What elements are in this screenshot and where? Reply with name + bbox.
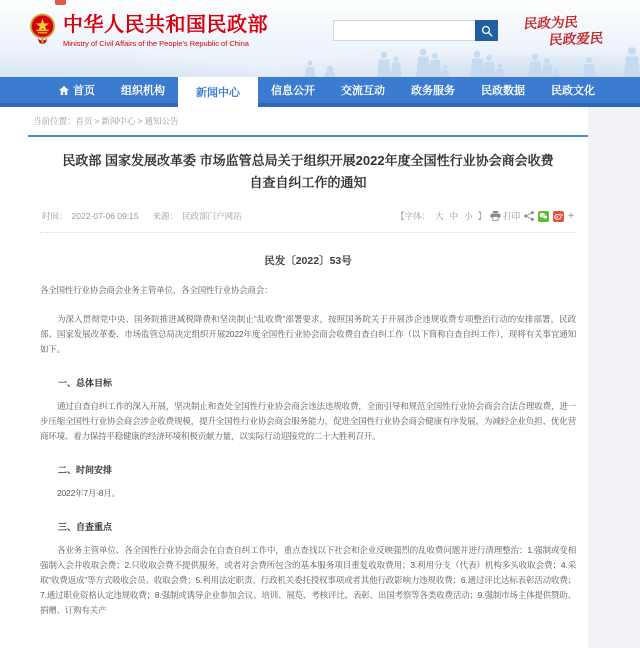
search-area xyxy=(333,20,498,41)
main-nav xyxy=(0,77,640,107)
more-share-button[interactable]: + xyxy=(568,210,574,222)
home-icon xyxy=(59,86,69,95)
search-input[interactable] xyxy=(333,20,475,41)
site-title: 中华人民共和国民政部 xyxy=(63,14,268,36)
weibo-share-button[interactable] xyxy=(553,211,564,222)
font-size-medium-button[interactable]: 中 xyxy=(449,211,459,221)
nav-item-label: 民政数据 xyxy=(481,85,525,97)
wechat-share-button[interactable] xyxy=(538,211,549,222)
time-label: 时间： xyxy=(42,211,68,221)
nav-item-news-center[interactable] xyxy=(178,77,258,107)
site-header xyxy=(0,0,640,77)
section-heading-3: 三、自查重点 xyxy=(58,522,113,532)
breadcrumb-home[interactable]: 首页 xyxy=(75,116,93,126)
source-label: 来源： xyxy=(152,211,179,221)
time-value: 2022-07-06 09:15 xyxy=(71,211,139,221)
section-body-2: 2022年7月-8月。 xyxy=(57,488,120,498)
main-content-area xyxy=(0,107,588,648)
national-emblem-logo xyxy=(29,13,56,46)
article-card xyxy=(28,135,588,648)
brand-text xyxy=(63,13,268,48)
section-heading-1: 一、总体目标 xyxy=(58,378,113,388)
people-silhouettes-graphic xyxy=(292,47,640,79)
breadcrumb-separator: > xyxy=(94,116,100,126)
nav-item-organization[interactable] xyxy=(108,77,178,103)
font-size-suffix: 】 xyxy=(477,211,487,221)
share-icon xyxy=(524,211,534,221)
font-size-prefix: 【字体： xyxy=(396,211,431,221)
nav-item-info-disclosure[interactable] xyxy=(258,77,328,103)
search-icon xyxy=(481,25,493,37)
document-number: 民发〔2022〕53号 xyxy=(264,255,352,267)
nav-item-label: 新闻中心 xyxy=(196,87,240,99)
share-button[interactable] xyxy=(524,211,534,221)
slogan-line2: 民政爱民 xyxy=(548,30,605,49)
nav-item-label: 组织机构 xyxy=(121,85,165,97)
wechat-icon xyxy=(539,212,548,220)
nav-item-label: 交流互动 xyxy=(341,85,385,97)
nav-item-label: 信息公开 xyxy=(271,85,315,97)
nav-item-civil-data[interactable] xyxy=(468,77,538,103)
article-title: 民政部 国家发展改革委 市场监管总局关于组织开展2022年度全国性行业协会商会收费自查自纠工作的通知 xyxy=(62,153,554,190)
nav-item-interaction[interactable] xyxy=(328,77,398,103)
search-button[interactable] xyxy=(475,20,498,41)
weibo-icon xyxy=(554,212,563,220)
section-body-3: 各业务主管单位、各全国性行业协会商会在自查自纠工作中，重点查找以下社会和企业反映强烈的乱收费问题并进行清理整治：1.强制或变相强制入会并收取会费；2.只收取会费不提供服务，或者对会费所包含的基本服务项目重复收取费用；3.利用分支（代表）机构多头收取会费；4.采取“收费返成”等方式吸收会员、收取会费；5.利用法定职责、行政机关委托授权事项或者其他行政影响力违规收费；6.通过评比达标表彰活动收费；7.通过职业资格认定违规收费；8.强制或诱导企业参加会议、培训、展览、考核评比、表彰、出国考察等各类收费活动；9.强制市场主体提供赞助、捐赠、订购有关产 xyxy=(40,545,576,615)
font-size-small-button[interactable]: 小 xyxy=(464,211,473,221)
nav-item-home[interactable] xyxy=(46,77,108,103)
breadcrumb-separator: > xyxy=(137,116,143,126)
top-edge-red-mark xyxy=(55,0,66,5)
nav-item-label: 首页 xyxy=(73,85,95,97)
section-body-1: 通过自查自纠工作的深入开展，坚决制止和查处全国性行业协会商会违法违规收费，全面引导和规范全国性行业协会商会合法合理收费，进一步压缩全国性行业协会商会涉企收费规模，提升全国性行业协会商会服务能力，促进全国性行业协会商会健康有序发展，为减轻企业负担、优化营商环境、着力保持平稳健康的经济环境积极贡献力量，以实际行动迎接党的二十大胜利召开。 xyxy=(40,401,576,441)
site-brand[interactable] xyxy=(29,13,268,48)
print-label: 打印 xyxy=(503,211,521,221)
nav-item-label: 政务服务 xyxy=(411,85,455,97)
site-subtitle: Ministry of Civil Affairs of the People's Republic of China xyxy=(63,39,249,48)
article-meta-right xyxy=(396,210,574,222)
nav-item-label: 民政文化 xyxy=(551,85,595,97)
source-value: 民政部门户网站 xyxy=(182,211,242,221)
article-meta-row xyxy=(40,210,576,233)
font-size-large-button[interactable]: 大 xyxy=(435,211,444,221)
intro-paragraph: 为深入贯彻党中央、国务院推进减税降费和坚决制止“乱收费”部署要求，按照国务院关于开展涉企违规收费专项整治行动的安排部署，民政部、国家发展改革委、市场监管总局决定组织开展2022年度全国性行业协会商会收费自查自纠工作（以下简称自查自纠工作），现将有关事宜通知如下。 xyxy=(40,314,576,354)
print-button[interactable] xyxy=(490,210,520,222)
article-meta-left xyxy=(42,210,246,222)
breadcrumb-label: 当前位置： xyxy=(33,116,76,126)
breadcrumb xyxy=(0,107,588,135)
slogan-line1: 民政为民 xyxy=(522,14,579,33)
salutation: 各全国性行业协会商会业务主管单位，各全国性行业协会商会： xyxy=(40,285,273,295)
section-heading-2: 二、时间安排 xyxy=(58,465,113,475)
slogan-calligraphy xyxy=(521,14,606,51)
breadcrumb-notices[interactable]: 通知公告 xyxy=(144,116,179,126)
printer-icon xyxy=(490,211,501,221)
nav-item-civil-culture[interactable] xyxy=(538,77,608,103)
nav-item-services[interactable] xyxy=(398,77,468,103)
breadcrumb-news-center[interactable]: 新闻中心 xyxy=(101,116,136,126)
